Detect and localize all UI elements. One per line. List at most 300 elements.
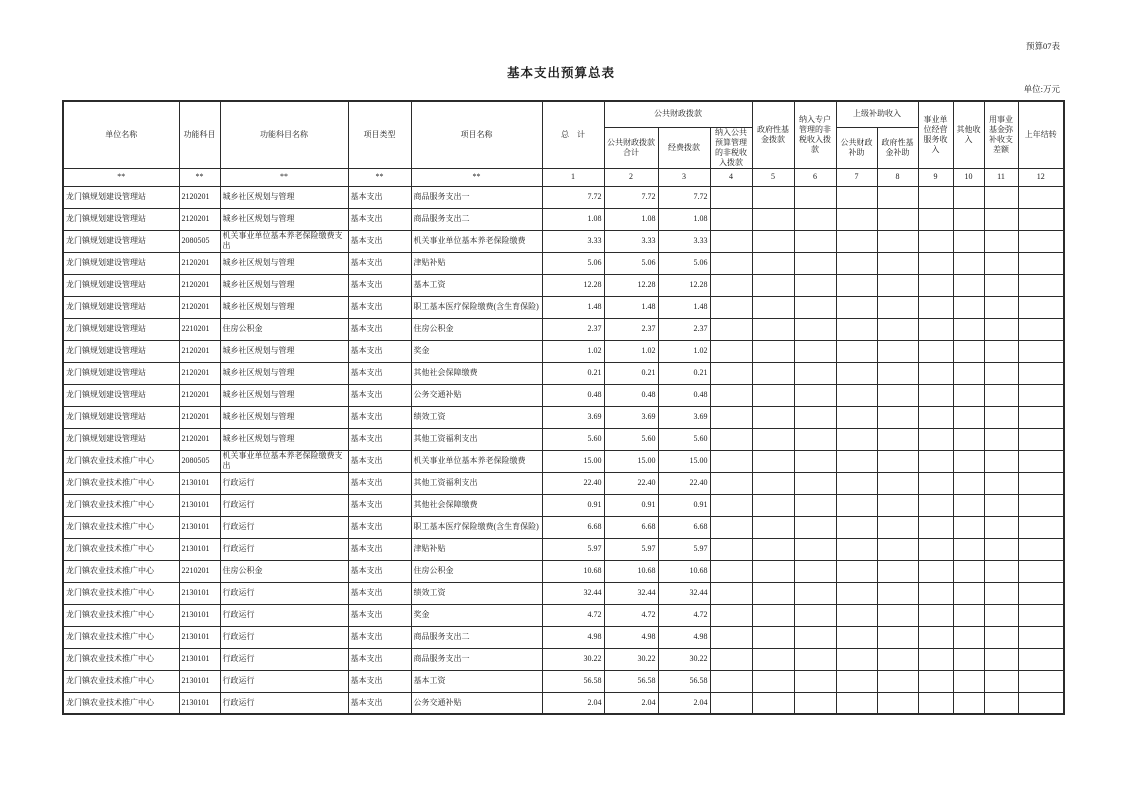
empty-cell xyxy=(877,494,918,516)
empty-cell xyxy=(794,428,836,450)
empty-cell xyxy=(752,274,794,296)
empty-cell xyxy=(752,362,794,384)
item-name-cell: 其他社会保障缴费 xyxy=(411,362,542,384)
total-cell: 56.58 xyxy=(542,670,604,692)
empty-cell xyxy=(984,296,1018,318)
empty-cell xyxy=(752,692,794,714)
empty-cell xyxy=(953,296,984,318)
func-code-cell: 2130101 xyxy=(179,626,220,648)
empty-cell xyxy=(1018,362,1064,384)
pf-total-cell: 6.68 xyxy=(604,516,658,538)
empty-cell xyxy=(710,626,752,648)
funding-cell: 4.72 xyxy=(658,604,710,626)
func-code-cell: 2130101 xyxy=(179,472,220,494)
empty-cell xyxy=(984,582,1018,604)
empty-cell xyxy=(918,318,953,340)
pf-total-cell: 30.22 xyxy=(604,648,658,670)
empty-cell xyxy=(877,516,918,538)
func-code-cell: 2130101 xyxy=(179,538,220,560)
col-header-other-income: 其他收入 xyxy=(953,101,984,168)
empty-cell xyxy=(918,252,953,274)
total-cell: 0.48 xyxy=(542,384,604,406)
column-number-cell: 5 xyxy=(752,168,794,186)
total-cell: 1.02 xyxy=(542,340,604,362)
func-name-cell: 城乡社区规划与管理 xyxy=(220,362,348,384)
item-name-cell: 公务交通补贴 xyxy=(411,384,542,406)
funding-cell: 32.44 xyxy=(658,582,710,604)
empty-cell xyxy=(794,560,836,582)
item-type-cell: 基本支出 xyxy=(348,560,411,582)
table-header xyxy=(63,101,1064,186)
total-cell: 0.91 xyxy=(542,494,604,516)
unit-name-cell: 龙门镇规划建设管理站 xyxy=(63,318,179,340)
col-header-gov-fund-subsidy: 政府性基金补助 xyxy=(877,127,918,168)
empty-cell xyxy=(877,472,918,494)
empty-cell xyxy=(984,472,1018,494)
empty-cell xyxy=(1018,428,1064,450)
empty-cell xyxy=(877,428,918,450)
empty-cell xyxy=(710,560,752,582)
item-type-cell: 基本支出 xyxy=(348,692,411,714)
empty-cell xyxy=(918,208,953,230)
empty-cell xyxy=(877,406,918,428)
empty-cell xyxy=(836,516,877,538)
func-code-cell: 2120201 xyxy=(179,428,220,450)
empty-cell xyxy=(984,230,1018,252)
empty-cell xyxy=(984,340,1018,362)
pf-total-cell: 5.06 xyxy=(604,252,658,274)
item-type-cell: 基本支出 xyxy=(348,340,411,362)
unit-name-cell: 龙门镇农业技术推广中心 xyxy=(63,692,179,714)
empty-cell xyxy=(794,582,836,604)
col-header-carryover: 上年结转 xyxy=(1018,101,1064,168)
unit-name-cell: 龙门镇规划建设管理站 xyxy=(63,230,179,252)
column-number-cell: 7 xyxy=(836,168,877,186)
total-cell: 12.28 xyxy=(542,274,604,296)
item-name-cell: 基本工资 xyxy=(411,670,542,692)
empty-cell xyxy=(836,230,877,252)
item-type-cell: 基本支出 xyxy=(348,472,411,494)
unit-name-cell: 龙门镇规划建设管理站 xyxy=(63,406,179,428)
funding-cell: 5.60 xyxy=(658,428,710,450)
column-number-cell: 9 xyxy=(918,168,953,186)
empty-cell xyxy=(1018,318,1064,340)
table-row xyxy=(63,648,1064,670)
unit-name-cell: 龙门镇农业技术推广中心 xyxy=(63,450,179,472)
empty-cell xyxy=(953,538,984,560)
func-name-cell: 城乡社区规划与管理 xyxy=(220,296,348,318)
unit-name-cell: 龙门镇农业技术推广中心 xyxy=(63,648,179,670)
empty-cell xyxy=(918,648,953,670)
unit-name-cell: 龙门镇农业技术推广中心 xyxy=(63,560,179,582)
func-code-cell: 2120201 xyxy=(179,384,220,406)
item-type-cell: 基本支出 xyxy=(348,406,411,428)
table-row xyxy=(63,626,1064,648)
empty-cell xyxy=(877,296,918,318)
col-header-func-code: 功能科目 xyxy=(179,101,220,168)
funding-cell: 3.69 xyxy=(658,406,710,428)
funding-cell: 1.48 xyxy=(658,296,710,318)
page-title: 基本支出预算总表 xyxy=(506,66,615,80)
total-cell: 1.08 xyxy=(542,208,604,230)
mask-cell: ** xyxy=(348,168,411,186)
unit-name-cell: 龙门镇农业技术推广中心 xyxy=(63,472,179,494)
empty-cell xyxy=(1018,296,1064,318)
empty-cell xyxy=(1018,692,1064,714)
total-cell: 7.72 xyxy=(542,186,604,208)
empty-cell xyxy=(752,252,794,274)
item-type-cell: 基本支出 xyxy=(348,516,411,538)
table-row xyxy=(63,318,1064,340)
total-cell: 1.48 xyxy=(542,296,604,318)
empty-cell xyxy=(752,296,794,318)
col-header-operating-income: 事业单位经营服务收入 xyxy=(918,101,953,168)
empty-cell xyxy=(953,384,984,406)
column-number-cell: 11 xyxy=(984,168,1018,186)
unit-name-cell: 龙门镇规划建设管理站 xyxy=(63,296,179,318)
empty-cell xyxy=(918,406,953,428)
item-name-cell: 津贴补贴 xyxy=(411,252,542,274)
empty-cell xyxy=(752,318,794,340)
item-name-cell: 绩效工资 xyxy=(411,406,542,428)
func-code-cell: 2120201 xyxy=(179,208,220,230)
empty-cell xyxy=(710,208,752,230)
funding-cell: 0.48 xyxy=(658,384,710,406)
func-code-cell: 2130101 xyxy=(179,494,220,516)
funding-cell: 30.22 xyxy=(658,648,710,670)
pf-total-cell: 22.40 xyxy=(604,472,658,494)
item-name-cell: 商品服务支出一 xyxy=(411,186,542,208)
empty-cell xyxy=(877,186,918,208)
total-cell: 22.40 xyxy=(542,472,604,494)
func-name-cell: 行政运行 xyxy=(220,692,348,714)
func-name-cell: 行政运行 xyxy=(220,516,348,538)
table-row xyxy=(63,186,1064,208)
empty-cell xyxy=(1018,494,1064,516)
column-number-cell: 1 xyxy=(542,168,604,186)
item-type-cell: 基本支出 xyxy=(348,670,411,692)
pf-total-cell: 5.97 xyxy=(604,538,658,560)
mask-cell: ** xyxy=(220,168,348,186)
empty-cell xyxy=(918,362,953,384)
col-header-nontax-in-budget: 纳入公共预算管理的非税收入拨款 xyxy=(710,127,752,168)
empty-cell xyxy=(918,230,953,252)
pf-total-cell: 10.68 xyxy=(604,560,658,582)
empty-cell xyxy=(710,450,752,472)
funding-cell: 12.28 xyxy=(658,274,710,296)
item-type-cell: 基本支出 xyxy=(348,252,411,274)
item-name-cell: 住房公积金 xyxy=(411,318,542,340)
item-name-cell: 商品服务支出二 xyxy=(411,208,542,230)
pf-total-cell: 0.91 xyxy=(604,494,658,516)
empty-cell xyxy=(710,428,752,450)
empty-cell xyxy=(918,626,953,648)
item-name-cell: 住房公积金 xyxy=(411,560,542,582)
funding-cell: 4.98 xyxy=(658,626,710,648)
item-type-cell: 基本支出 xyxy=(348,538,411,560)
empty-cell xyxy=(752,648,794,670)
empty-cell xyxy=(953,692,984,714)
empty-cell xyxy=(953,274,984,296)
func-name-cell: 住房公积金 xyxy=(220,560,348,582)
empty-cell xyxy=(836,296,877,318)
total-cell: 3.33 xyxy=(542,230,604,252)
mask-cell: ** xyxy=(411,168,542,186)
empty-cell xyxy=(953,186,984,208)
empty-cell xyxy=(1018,648,1064,670)
empty-cell xyxy=(836,340,877,362)
empty-cell xyxy=(877,582,918,604)
empty-cell xyxy=(794,406,836,428)
unit-name-cell: 龙门镇规划建设管理站 xyxy=(63,384,179,406)
empty-cell xyxy=(918,186,953,208)
empty-cell xyxy=(984,450,1018,472)
item-type-cell: 基本支出 xyxy=(348,428,411,450)
pf-total-cell: 32.44 xyxy=(604,582,658,604)
empty-cell xyxy=(877,274,918,296)
empty-cell xyxy=(752,516,794,538)
table-row xyxy=(63,538,1064,560)
empty-cell xyxy=(710,340,752,362)
func-name-cell: 行政运行 xyxy=(220,494,348,516)
funding-cell: 10.68 xyxy=(658,560,710,582)
empty-cell xyxy=(836,626,877,648)
empty-cell xyxy=(710,384,752,406)
func-name-cell: 城乡社区规划与管理 xyxy=(220,186,348,208)
empty-cell xyxy=(984,538,1018,560)
funding-cell: 5.97 xyxy=(658,538,710,560)
empty-cell xyxy=(918,296,953,318)
pf-total-cell: 2.37 xyxy=(604,318,658,340)
empty-cell xyxy=(836,208,877,230)
unit-name-cell: 龙门镇农业技术推广中心 xyxy=(63,494,179,516)
empty-cell xyxy=(877,362,918,384)
empty-cell xyxy=(836,560,877,582)
empty-cell xyxy=(794,340,836,362)
empty-cell xyxy=(752,494,794,516)
empty-cell xyxy=(984,428,1018,450)
empty-cell xyxy=(1018,538,1064,560)
unit-name-cell: 龙门镇农业技术推广中心 xyxy=(63,604,179,626)
funding-cell: 15.00 xyxy=(658,450,710,472)
func-name-cell: 行政运行 xyxy=(220,472,348,494)
empty-cell xyxy=(984,648,1018,670)
empty-cell xyxy=(710,362,752,384)
table-row xyxy=(63,428,1064,450)
funding-cell: 0.91 xyxy=(658,494,710,516)
funding-cell: 7.72 xyxy=(658,186,710,208)
empty-cell xyxy=(794,472,836,494)
empty-cell xyxy=(752,560,794,582)
func-code-cell: 2080505 xyxy=(179,230,220,252)
func-name-cell: 城乡社区规划与管理 xyxy=(220,406,348,428)
empty-cell xyxy=(794,692,836,714)
empty-cell xyxy=(752,406,794,428)
empty-cell xyxy=(710,692,752,714)
empty-cell xyxy=(1018,406,1064,428)
empty-cell xyxy=(984,604,1018,626)
table-row xyxy=(63,450,1064,472)
empty-cell xyxy=(877,252,918,274)
func-code-cell: 2210201 xyxy=(179,318,220,340)
item-name-cell: 其他工资福利支出 xyxy=(411,472,542,494)
pf-total-cell: 3.33 xyxy=(604,230,658,252)
empty-cell xyxy=(794,384,836,406)
empty-cell xyxy=(836,582,877,604)
total-cell: 5.06 xyxy=(542,252,604,274)
empty-cell xyxy=(877,560,918,582)
func-code-cell: 2120201 xyxy=(179,340,220,362)
total-cell: 15.00 xyxy=(542,450,604,472)
empty-cell xyxy=(918,582,953,604)
empty-cell xyxy=(836,428,877,450)
func-name-cell: 行政运行 xyxy=(220,538,348,560)
func-name-cell: 行政运行 xyxy=(220,648,348,670)
empty-cell xyxy=(918,692,953,714)
empty-cell xyxy=(836,648,877,670)
funding-cell: 22.40 xyxy=(658,472,710,494)
table-row xyxy=(63,582,1064,604)
item-type-cell: 基本支出 xyxy=(348,186,411,208)
item-name-cell: 商品服务支出二 xyxy=(411,626,542,648)
empty-cell xyxy=(752,450,794,472)
empty-cell xyxy=(752,670,794,692)
pf-total-cell: 4.98 xyxy=(604,626,658,648)
unit-name-cell: 龙门镇农业技术推广中心 xyxy=(63,538,179,560)
item-name-cell: 机关事业单位基本养老保险缴费 xyxy=(411,230,542,252)
unit-name-cell: 龙门镇规划建设管理站 xyxy=(63,252,179,274)
item-type-cell: 基本支出 xyxy=(348,582,411,604)
func-code-cell: 2120201 xyxy=(179,252,220,274)
item-name-cell: 商品服务支出一 xyxy=(411,648,542,670)
table-row xyxy=(63,208,1064,230)
table-row xyxy=(63,230,1064,252)
col-header-total: 总 计 xyxy=(542,101,604,168)
func-name-cell: 城乡社区规划与管理 xyxy=(220,252,348,274)
empty-cell xyxy=(752,538,794,560)
table-body xyxy=(63,186,1064,714)
funding-cell: 1.02 xyxy=(658,340,710,362)
col-header-item-type: 项目类型 xyxy=(348,101,411,168)
empty-cell xyxy=(877,692,918,714)
column-number-row xyxy=(63,168,1064,186)
empty-cell xyxy=(752,230,794,252)
pf-total-cell: 5.60 xyxy=(604,428,658,450)
func-name-cell: 城乡社区规划与管理 xyxy=(220,208,348,230)
empty-cell xyxy=(710,604,752,626)
empty-cell xyxy=(984,186,1018,208)
func-name-cell: 行政运行 xyxy=(220,670,348,692)
func-name-cell: 城乡社区规划与管理 xyxy=(220,274,348,296)
empty-cell xyxy=(877,538,918,560)
empty-cell xyxy=(918,538,953,560)
empty-cell xyxy=(794,450,836,472)
pf-total-cell: 0.21 xyxy=(604,362,658,384)
empty-cell xyxy=(752,428,794,450)
empty-cell xyxy=(1018,384,1064,406)
item-type-cell: 基本支出 xyxy=(348,450,411,472)
empty-cell xyxy=(710,538,752,560)
empty-cell xyxy=(877,670,918,692)
mask-cell: ** xyxy=(63,168,179,186)
empty-cell xyxy=(752,340,794,362)
table-row xyxy=(63,274,1064,296)
item-type-cell: 基本支出 xyxy=(348,296,411,318)
col-header-nontax-special: 纳入专户管理的非税收入拨款 xyxy=(794,101,836,168)
column-number-cell: 2 xyxy=(604,168,658,186)
funding-cell: 1.08 xyxy=(658,208,710,230)
item-name-cell: 奖金 xyxy=(411,340,542,362)
column-number-cell: 10 xyxy=(953,168,984,186)
empty-cell xyxy=(794,274,836,296)
col-header-pf-total: 公共财政拨款合计 xyxy=(604,127,658,168)
empty-cell xyxy=(1018,186,1064,208)
total-cell: 6.68 xyxy=(542,516,604,538)
item-name-cell: 奖金 xyxy=(411,604,542,626)
table-row xyxy=(63,692,1064,714)
empty-cell xyxy=(953,252,984,274)
empty-cell xyxy=(794,208,836,230)
empty-cell xyxy=(984,362,1018,384)
empty-cell xyxy=(1018,252,1064,274)
pf-total-cell: 7.72 xyxy=(604,186,658,208)
empty-cell xyxy=(1018,472,1064,494)
empty-cell xyxy=(794,494,836,516)
empty-cell xyxy=(877,604,918,626)
total-cell: 3.69 xyxy=(542,406,604,428)
pf-total-cell: 1.08 xyxy=(604,208,658,230)
item-name-cell: 公务交通补贴 xyxy=(411,692,542,714)
unit-name-cell: 龙门镇农业技术推广中心 xyxy=(63,582,179,604)
func-code-cell: 2080505 xyxy=(179,450,220,472)
budget-table xyxy=(62,100,1065,715)
empty-cell xyxy=(984,692,1018,714)
empty-cell xyxy=(877,318,918,340)
table-row xyxy=(63,560,1064,582)
unit-name-cell: 龙门镇农业技术推广中心 xyxy=(63,626,179,648)
empty-cell xyxy=(984,406,1018,428)
empty-cell xyxy=(710,648,752,670)
empty-cell xyxy=(953,626,984,648)
empty-cell xyxy=(953,362,984,384)
empty-cell xyxy=(918,384,953,406)
funding-cell: 0.21 xyxy=(658,362,710,384)
empty-cell xyxy=(836,692,877,714)
col-header-pf-subsidy: 公共财政补助 xyxy=(836,127,877,168)
empty-cell xyxy=(984,384,1018,406)
empty-cell xyxy=(984,670,1018,692)
funding-cell: 2.04 xyxy=(658,692,710,714)
table-row xyxy=(63,494,1064,516)
col-header-funding: 经费拨款 xyxy=(658,127,710,168)
mask-cell: ** xyxy=(179,168,220,186)
empty-cell xyxy=(752,472,794,494)
empty-cell xyxy=(1018,560,1064,582)
func-code-cell: 2210201 xyxy=(179,560,220,582)
column-number-cell: 3 xyxy=(658,168,710,186)
func-code-cell: 2120201 xyxy=(179,186,220,208)
empty-cell xyxy=(752,208,794,230)
empty-cell xyxy=(710,230,752,252)
empty-cell xyxy=(836,384,877,406)
col-group-public-finance: 公共财政拨款 xyxy=(604,101,752,127)
table-row xyxy=(63,670,1064,692)
func-name-cell: 机关事业单位基本养老保险缴费支出 xyxy=(220,450,348,472)
col-group-superior-subsidy: 上级补助收入 xyxy=(836,101,918,127)
item-name-cell: 绩效工资 xyxy=(411,582,542,604)
func-code-cell: 2120201 xyxy=(179,406,220,428)
empty-cell xyxy=(918,340,953,362)
